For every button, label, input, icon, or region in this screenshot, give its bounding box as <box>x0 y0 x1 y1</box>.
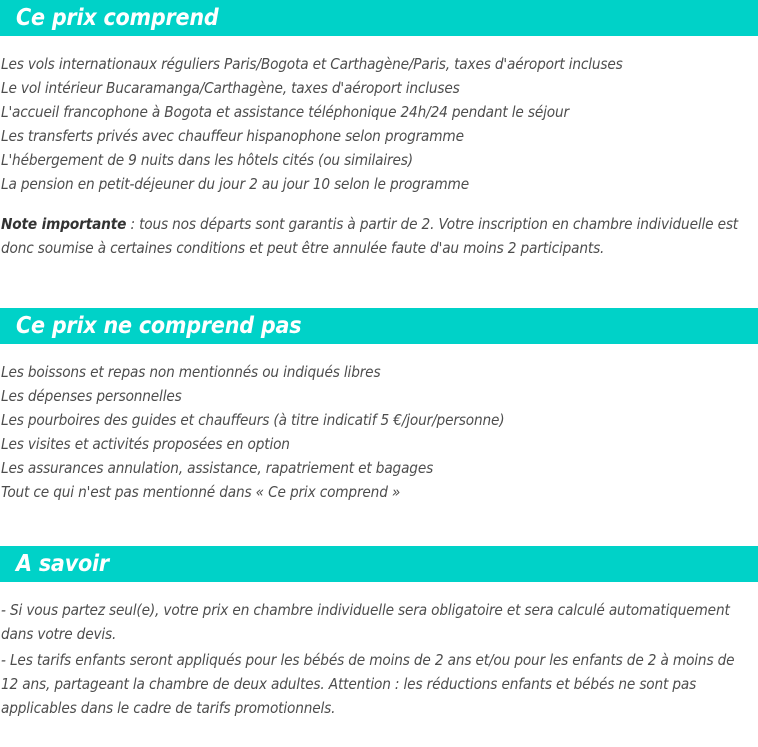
list-item: Les dépenses personnelles <box>1 387 182 405</box>
spacer <box>1 196 748 212</box>
list-item: L'hébergement de 9 nuits dans les hôtels cités (ou similaires) <box>1 151 413 169</box>
paragraph: - Les tarifs enfants seront appliqués pour les bébés de moins de 2 ans et/ou pour les enfants de 2 à moins de 12 ans, partageant la chambre de deux adultes. Attention : les réductions enfants et bébés ne sont pas applicables dans le cadre de tarifs promotionnels. <box>1 651 735 717</box>
list-item: Tout ce qui n'est pas mentionné dans « Ce prix comprend » <box>1 483 401 501</box>
important-note-label: Note importante <box>1 215 127 233</box>
list-item: Le vol intérieur Bucaramanga/Carthagène, taxes d'aéroport incluses <box>1 79 460 97</box>
list-item: Les assurances annulation, assistance, rapatriement et bagages <box>1 459 434 477</box>
list-item: Les vols internationaux réguliers Paris/Bogota et Carthagène/Paris, taxes d'aéroport incluses <box>1 55 623 73</box>
section-title: Ce prix ne comprend pas <box>16 312 302 339</box>
list-item: L'accueil francophone à Bogota et assistance téléphonique 24h/24 pendant le séjour <box>1 103 569 121</box>
section-header-a-savoir <box>0 546 758 582</box>
section-body-ce-prix-comprend <box>0 52 758 260</box>
spacer <box>0 260 758 308</box>
list-item: La pension en petit-déjeuner du jour 2 au jour 10 selon le programme <box>1 175 469 193</box>
section-title: Ce prix comprend <box>16 4 219 31</box>
spacer <box>0 36 758 52</box>
section-title: A savoir <box>16 550 109 577</box>
important-note-text: : tous nos départs sont garantis à partir de 2. Votre inscription en chambre individuelle est donc soumise à certaines conditions et peut être annulée faute d'au moins 2 participants. <box>1 215 739 257</box>
list-item: Les visites et activités proposées en option <box>1 435 290 453</box>
spacer <box>0 504 758 546</box>
list-item: Les transferts privés avec chauffeur hispanophone selon programme <box>1 127 464 145</box>
important-note <box>1 212 748 260</box>
list-item: Les boissons et repas non mentionnés ou indiqués libres <box>1 363 381 381</box>
section-body-ce-prix-ne-comprend-pas <box>0 360 758 504</box>
section-header-ce-prix-ne-comprend-pas <box>0 308 758 344</box>
paragraph: - Si vous partez seul(e), votre prix en chambre individuelle sera obligatoire et sera calculé automatiquement dans votre devis. <box>1 601 730 643</box>
list-item: Les pourboires des guides et chauffeurs (à titre indicatif 5 €/jour/personne) <box>1 411 505 429</box>
spacer <box>0 344 758 360</box>
spacer <box>0 582 758 598</box>
section-body-a-savoir <box>0 598 758 720</box>
section-header-ce-prix-comprend <box>0 0 758 36</box>
